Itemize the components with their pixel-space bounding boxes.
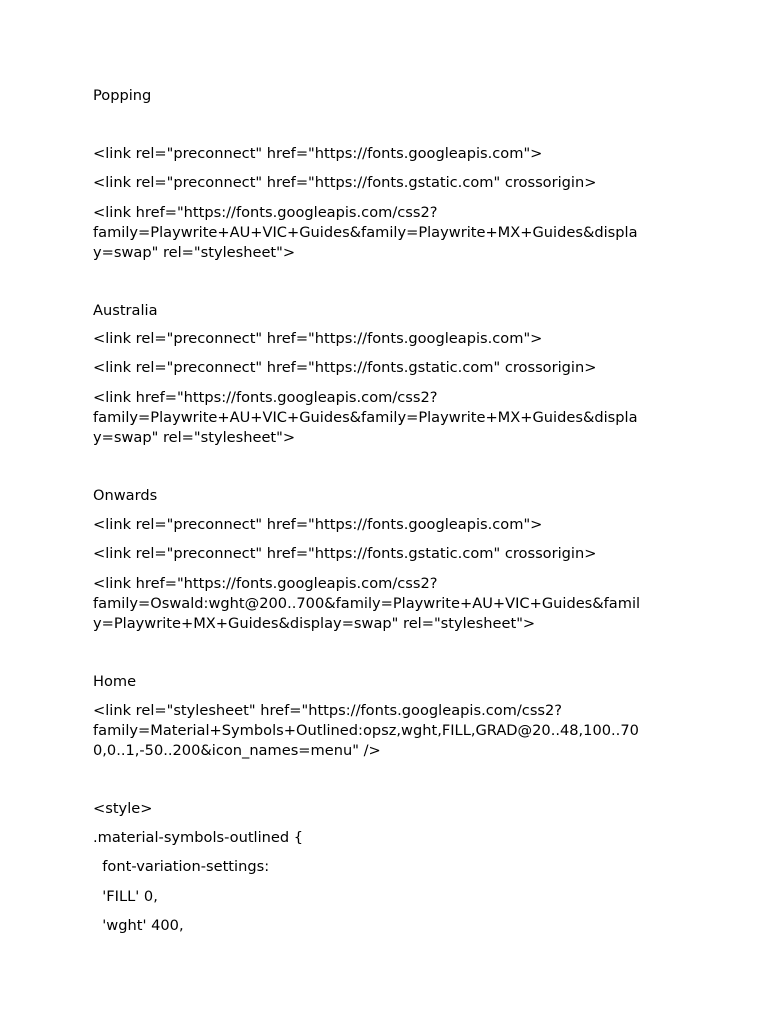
code-line: <link href="https://fonts.googleapis.com/css2? family=Playwrite+AU+VIC+Guides&family=Playwrite+MX+Guides&displa y=swap" rel="stylesheet"> — [93, 204, 638, 261]
code-line: font-variation-settings: — [93, 858, 270, 875]
section-heading-popping: Popping — [93, 87, 152, 104]
section-heading-home: Home — [93, 673, 137, 690]
code-line: <link rel="preconnect" href="https://fonts.googleapis.com"> — [93, 516, 543, 533]
code-line: 'FILL' 0, — [93, 888, 158, 905]
code-line: <link href="https://fonts.googleapis.com/css2? family=Oswald:wght@200..700&family=Playwrite+AU+VIC+Guides&famil y=Playwrite+MX+Guides&display=swap" rel="stylesheet"> — [93, 575, 641, 632]
code-line: <link rel="preconnect" href="https://fonts.gstatic.com" crossorigin> — [93, 359, 597, 376]
section-heading-onwards: Onwards — [93, 487, 158, 504]
code-line: .material-symbols-outlined { — [93, 829, 304, 846]
code-line: <link rel="preconnect" href="https://fonts.gstatic.com" crossorigin> — [93, 545, 597, 562]
code-line: <link rel="preconnect" href="https://fonts.googleapis.com"> — [93, 330, 543, 347]
code-line: <style> — [93, 800, 153, 817]
code-line: <link rel="preconnect" href="https://fonts.gstatic.com" crossorigin> — [93, 174, 597, 191]
code-line: <link rel="preconnect" href="https://fonts.googleapis.com"> — [93, 145, 543, 162]
code-line: <link rel="stylesheet" href="https://fonts.googleapis.com/css2? family=Material+Symbols+Outlined:opsz,wght,FILL,GRAD@20..48,100..70 0,0..1,-50..200&icon_names=menu" /> — [93, 702, 639, 759]
code-line: <link href="https://fonts.googleapis.com/css2? family=Playwrite+AU+VIC+Guides&family=Playwrite+MX+Guides&displa y=swap" rel="stylesheet"> — [93, 389, 638, 446]
code-line: 'wght' 400, — [93, 917, 184, 934]
section-heading-australia: Australia — [93, 302, 158, 319]
